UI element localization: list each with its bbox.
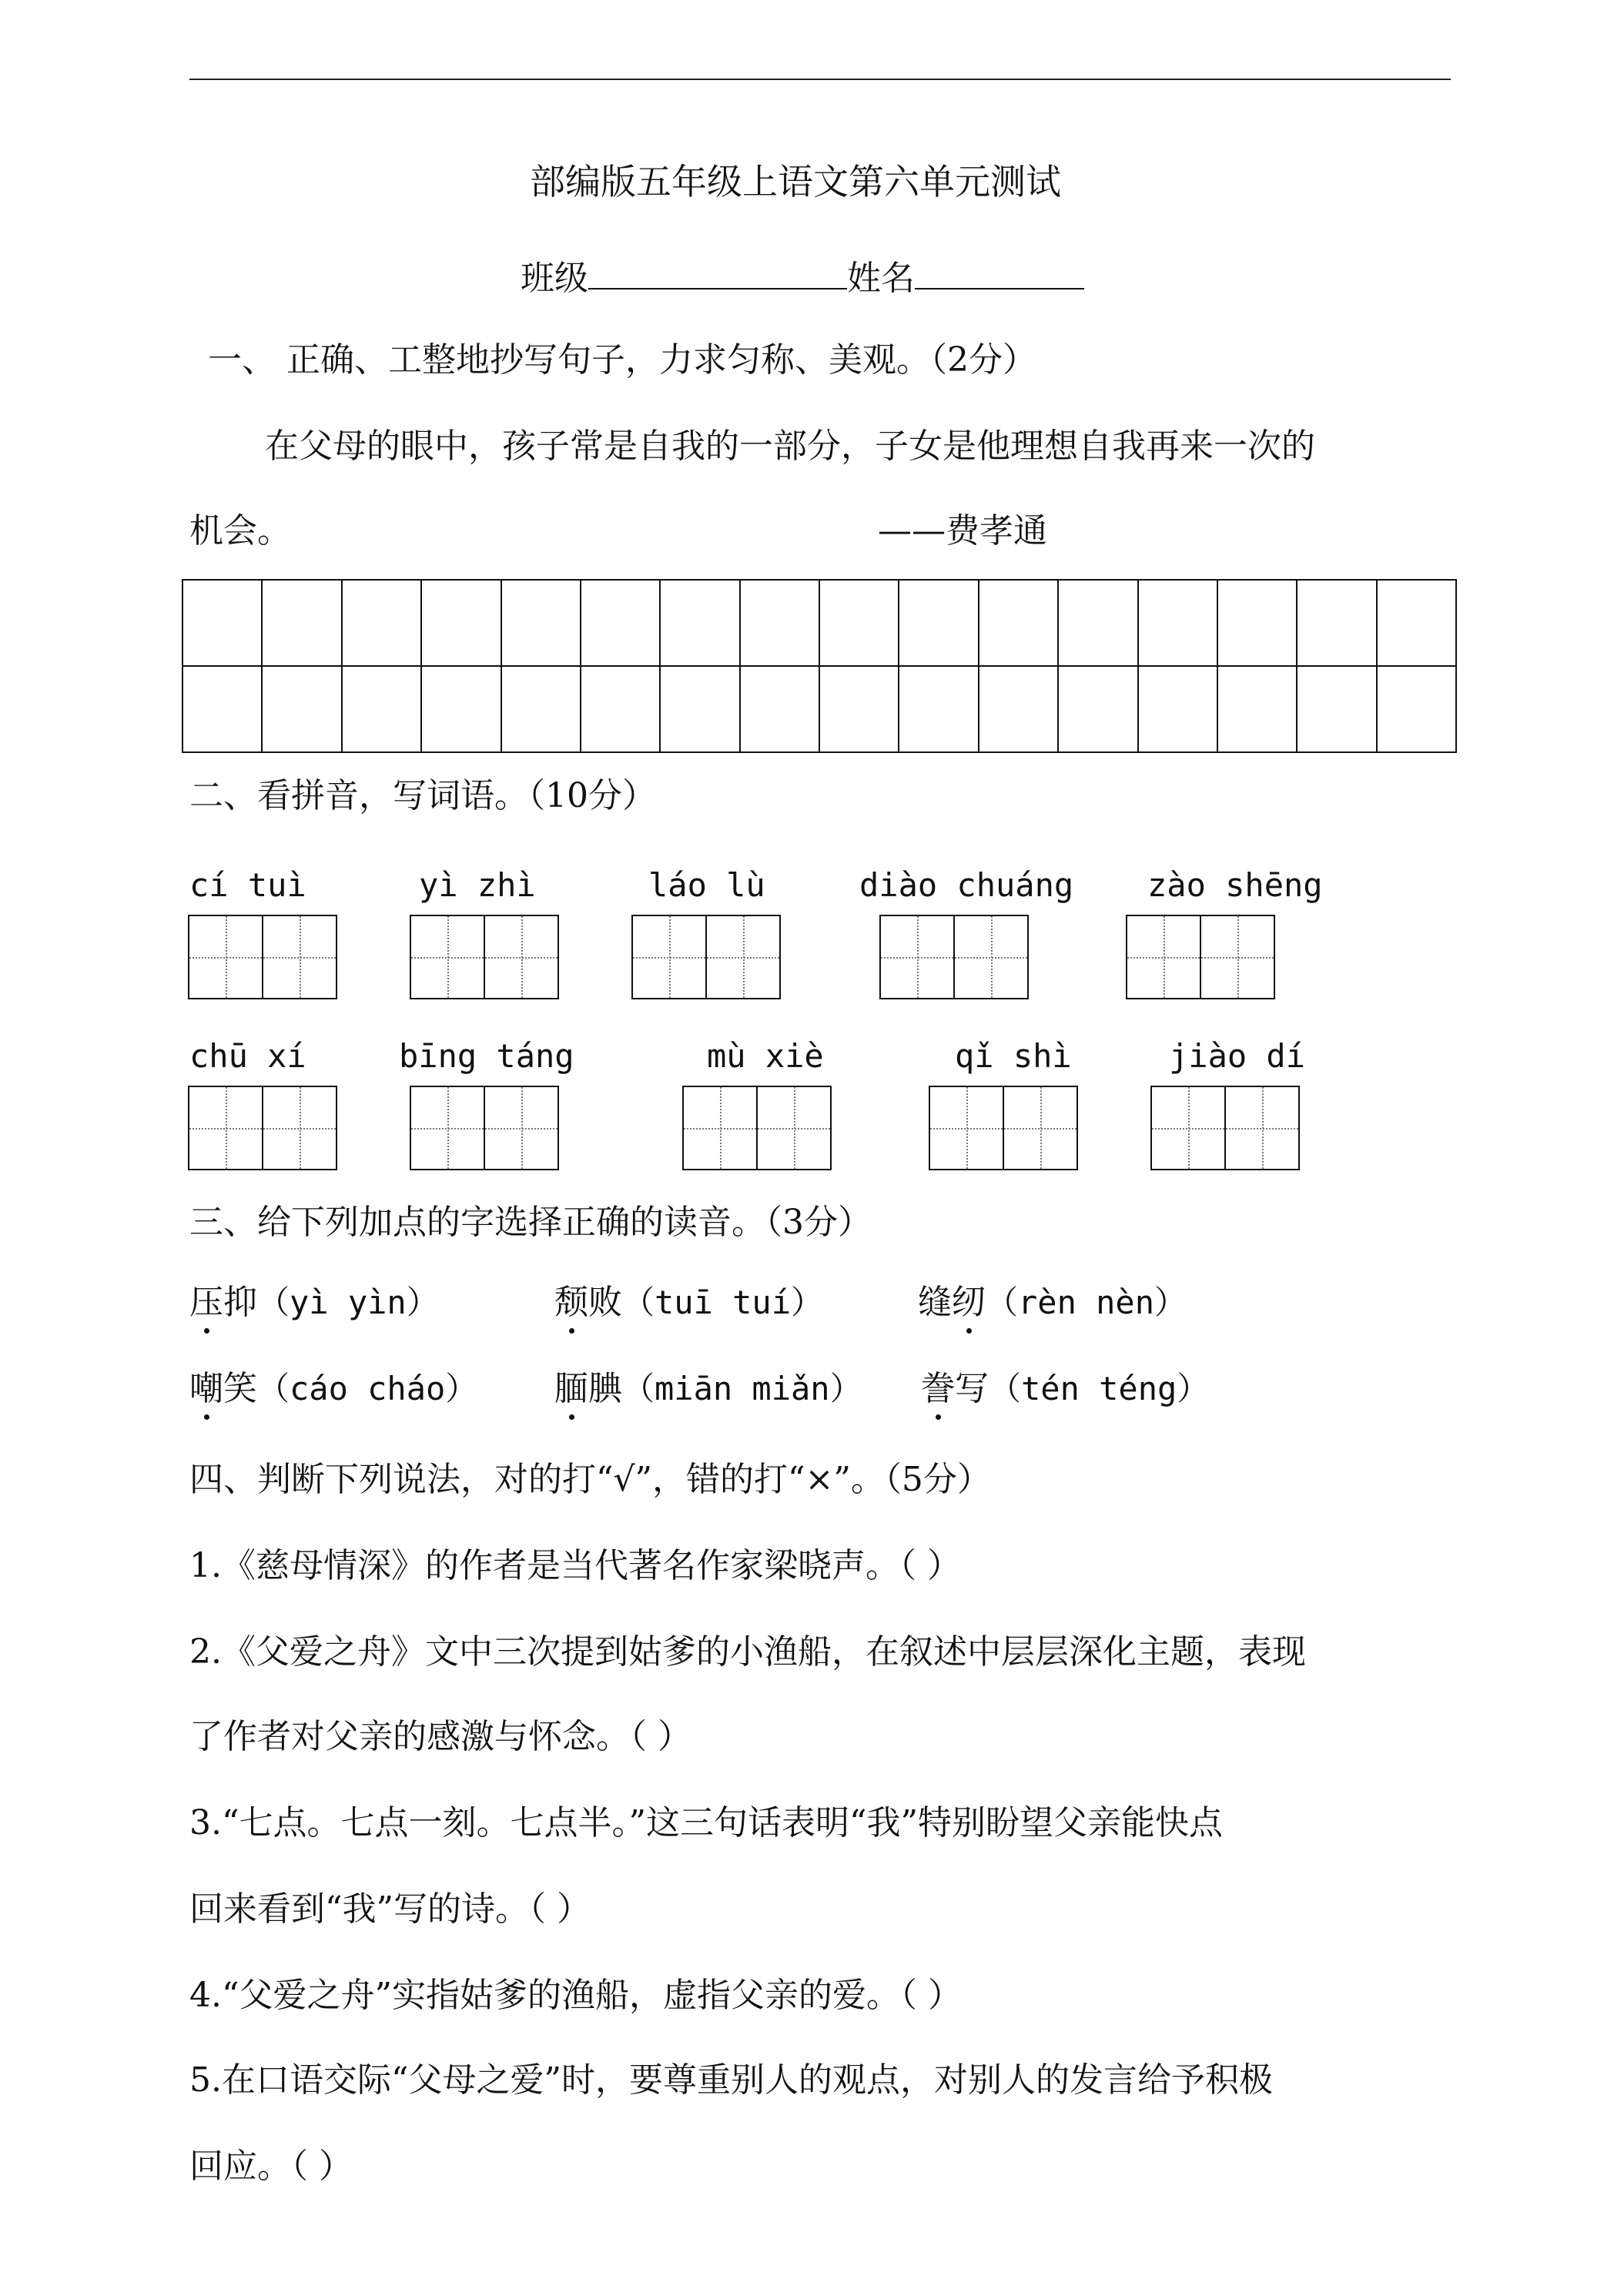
pinyin-4: diào chuáng (859, 866, 1074, 904)
write-box-9[interactable] (929, 1086, 1078, 1170)
pinyin-7: bīng táng (399, 1037, 574, 1075)
dotted-char: 颓 (554, 1281, 588, 1324)
judge-q5-line2[interactable]: 回应。（ ） (189, 2147, 353, 2186)
write-box-8[interactable] (682, 1086, 832, 1170)
reading-options[interactable]: （miān miǎn） (622, 1370, 862, 1407)
pinyin-2: yì zhì (419, 866, 536, 904)
name-blank[interactable] (915, 251, 1084, 290)
write-box-5[interactable] (1126, 915, 1275, 999)
write-box-7[interactable] (410, 1086, 559, 1170)
write-box-3[interactable] (631, 915, 781, 999)
reading-options[interactable]: （rèn nèn） (986, 1284, 1187, 1321)
pinyin-10: jiào dí (1169, 1037, 1306, 1075)
dotted-char: 腼 (554, 1367, 588, 1411)
reading-item-5: 腼腆（miān miǎn） (554, 1367, 862, 1411)
judge-q3-line2[interactable]: 回来看到“我”写的诗。（ ） (189, 1889, 591, 1929)
judge-q5-line1: 5.在口语交际“父母之爱”时，要尊重别人的观点，对别人的发言给予积极 (189, 2060, 1273, 2100)
name-label: 姓名 (847, 259, 915, 298)
pinyin-6: chū xí (189, 1037, 306, 1075)
reading-item-1: 压抑（yì yìn） (189, 1281, 439, 1324)
page-title: 部编版五年级上语文第六单元测试 (530, 161, 1061, 202)
reading-item-4: 嘲笑（cáo cháo） (189, 1367, 477, 1411)
reading-options[interactable]: （tuī tuí） (622, 1284, 824, 1321)
section1-sentence-line1: 在父母的眼中，孩子常是自我的一部分，子女是他理想自我再来一次的 (265, 427, 1315, 466)
reading-options[interactable]: （yì yìn） (257, 1284, 439, 1321)
reading-item-6: 誊写（tén téng） (921, 1367, 1209, 1411)
pinyin-8: mù xiè (707, 1037, 824, 1075)
section2-heading: 二、看拼音，写词语。（10分） (189, 776, 656, 815)
copy-writing-grid[interactable] (182, 579, 1457, 753)
section3-heading: 三、给下列加点的字选择正确的读音。（3分） (189, 1203, 872, 1242)
dotted-char: 压 (189, 1281, 223, 1324)
reading-item-2: 颓败（tuī tuí） (554, 1281, 823, 1324)
write-box-1[interactable] (188, 915, 337, 999)
write-box-4[interactable] (879, 915, 1029, 999)
judge-q1[interactable]: 1.《慈母情深》的作者是当代著名作家梁晓声。（ ） (189, 1546, 961, 1585)
write-box-6[interactable] (188, 1086, 337, 1170)
pinyin-9: qǐ shì (955, 1037, 1072, 1075)
pinyin-5: zào shēng (1147, 866, 1323, 904)
dotted-char: 嘲 (189, 1367, 223, 1411)
judge-q4[interactable]: 4.“父爱之舟”实指姑爹的渔船，虚指父亲的爱。（ ） (189, 1976, 962, 2015)
write-box-2[interactable] (410, 915, 559, 999)
header-rule (189, 79, 1451, 80)
judge-q3-line1: 3.“七点。七点一刻。七点半。”这三句话表明“我”特别盼望父亲能快点 (189, 1803, 1223, 1842)
section4-heading: 四、判断下列说法，对的打“√”，错的打“×”。（5分） (189, 1460, 991, 1499)
class-label: 班级 (521, 259, 588, 298)
reading-item-3: 缝纫（rèn nèn） (918, 1281, 1187, 1324)
section1-heading: 一、 正确、工整地抄写句子，力求匀称、美观。（2分） (208, 340, 1036, 380)
section1-sentence-line2: 机会。 (189, 511, 291, 551)
reading-options[interactable]: （tén téng） (989, 1370, 1210, 1407)
dotted-char: 纫 (952, 1281, 986, 1324)
judge-q2-line2[interactable]: 了作者对父亲的感激与怀念。（ ） (189, 1717, 691, 1756)
dotted-char: 誊 (921, 1367, 955, 1411)
class-blank[interactable] (588, 251, 847, 290)
pinyin-1: cí tuì (189, 866, 306, 904)
section1-author: ——费孝通 (878, 511, 1047, 551)
reading-options[interactable]: （cáo cháo） (257, 1370, 478, 1407)
write-box-10[interactable] (1150, 1086, 1300, 1170)
judge-q2-line1: 2.《父爱之舟》文中三次提到姑爹的小渔船，在叙述中层层深化主题，表现 (189, 1632, 1306, 1672)
class-name-line (521, 251, 1084, 300)
pinyin-3: láo lù (648, 866, 765, 904)
